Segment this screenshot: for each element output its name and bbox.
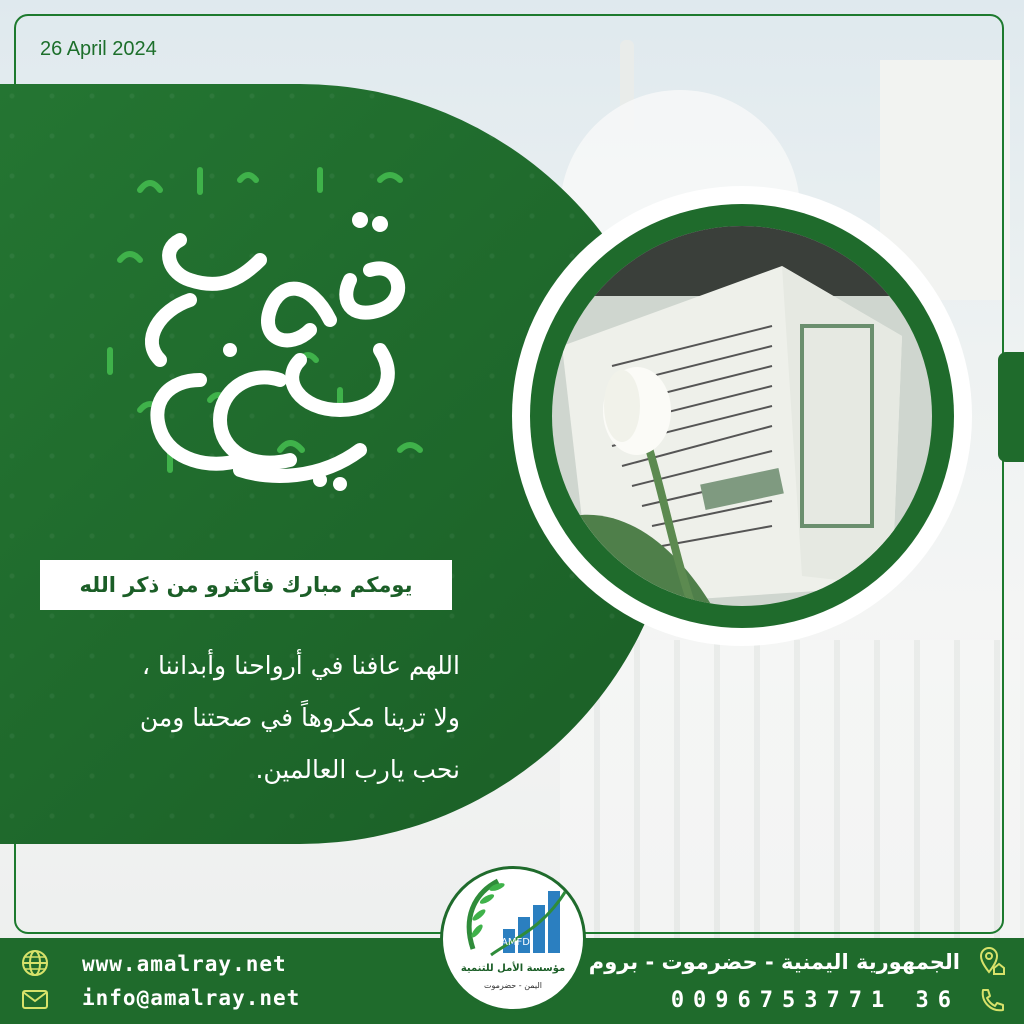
dua-line: اللهم عافنا في أرواحنا وأبداننا ، — [141, 651, 460, 680]
side-tab-decoration — [998, 352, 1024, 462]
greeting-banner — [40, 560, 452, 610]
dua-line: نحب يارب العالمين. — [255, 755, 460, 784]
globe-icon — [20, 948, 50, 978]
logo-letters: AMFD — [501, 937, 530, 948]
address-text: الجمهورية اليمنية - حضرموت - بروم — [588, 950, 960, 974]
email-link[interactable]: info@amalray.net — [82, 986, 301, 1010]
logo-location: اليمن - حضرموت — [483, 981, 542, 990]
quran-photo-illustration — [552, 226, 932, 606]
logo-org-name: مؤسسة الأمل للتنمية — [460, 963, 566, 974]
dua-line: ولا ترينا مكروهاً في صحتنا ومن — [139, 703, 460, 732]
dua-text — [60, 640, 460, 796]
quran-tulip-photo — [552, 226, 932, 606]
post-date: 26 April 2024 — [40, 38, 157, 60]
organization-logo — [440, 866, 586, 1012]
envelope-icon — [20, 984, 50, 1014]
jumua-mubaraka-calligraphy — [80, 150, 460, 530]
phone-icon — [976, 986, 1006, 1016]
phone-number[interactable]: 0096753771 36 — [670, 988, 960, 1013]
location-pin-icon — [976, 946, 1006, 976]
greeting-banner-text: يومكم مبارك فأكثرو من ذكر الله — [79, 573, 413, 597]
website-link[interactable]: www.amalray.net — [82, 952, 287, 976]
